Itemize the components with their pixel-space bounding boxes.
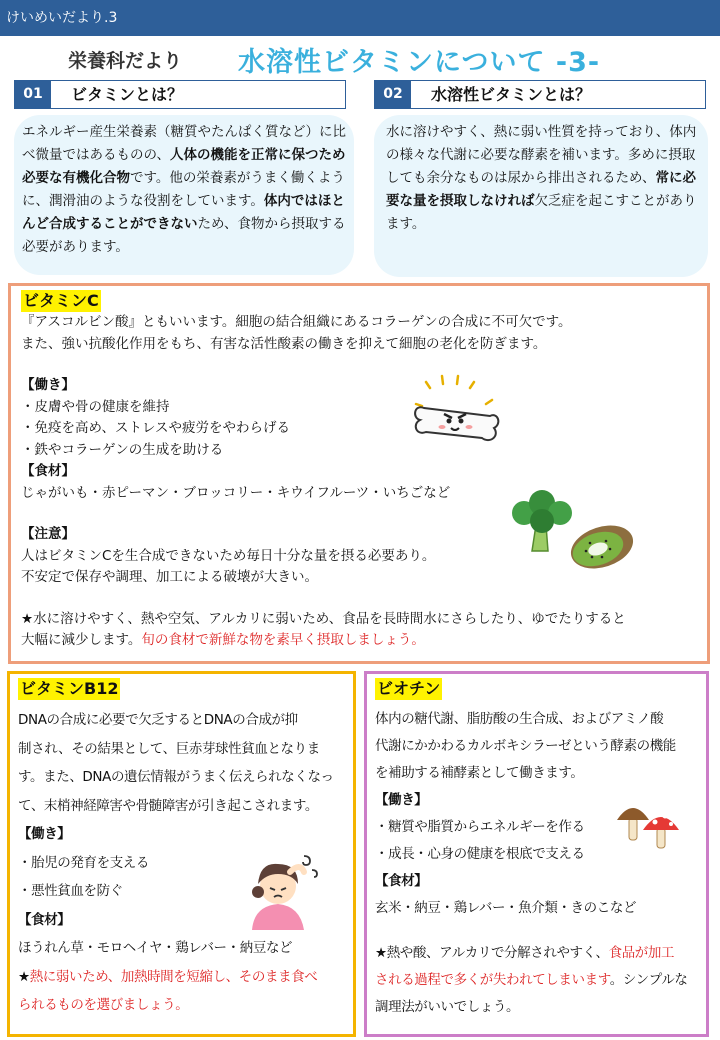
b12-description: 制され、その結果として、巨赤芽球性貧血となりま bbox=[18, 740, 320, 757]
text-part: です。他の栄養素がうまく働くように、潤滑油のような役割をしています。 bbox=[22, 170, 345, 209]
note-line: 人はビタミンCを生合成できないため毎日十分な量を摂る必要あり。 bbox=[21, 547, 436, 564]
work-item: ・免疫を高め、ストレスや疲労をやわらげる bbox=[21, 420, 291, 436]
star-text-red: される過程で多くが失われてしまいます bbox=[375, 972, 610, 988]
work-heading: 【働き】 bbox=[18, 826, 71, 842]
vitamin-b12-box bbox=[7, 671, 356, 1037]
work-item: ・成長・心身の健康を根底で支える bbox=[375, 846, 585, 862]
star-note bbox=[375, 967, 698, 994]
text-part: エネルギー産生栄養素（糖質やたんぱく質など）に比べ微量ではあるものの、 bbox=[22, 124, 346, 163]
section-header-02 bbox=[374, 80, 706, 109]
vitamin-c-title: ビタミンC bbox=[23, 291, 99, 310]
star-note: 調理法がいいでしょう。 bbox=[375, 999, 520, 1015]
text-part-bold: 常に必要な量を摂取しなければ bbox=[386, 170, 696, 209]
vitamin-definition-bubble bbox=[14, 115, 354, 275]
topic-title: 水溶性ビタミンについて -3- bbox=[238, 47, 601, 78]
mushroom-icon bbox=[615, 796, 681, 854]
star-text: 大幅に減少します。 bbox=[21, 632, 142, 648]
header-bar bbox=[0, 0, 720, 36]
food-list: 玄米・納豆・鶏レバー・魚介類・きのこなど bbox=[375, 900, 637, 916]
text-part-bold: 人体の機能を正常に保つため必要な有機化合物 bbox=[22, 147, 346, 186]
biotin-description: 体内の糖代謝、脂肪酸の生合成、およびアミノ酸 bbox=[375, 711, 664, 727]
water-soluble-definition-text bbox=[386, 121, 698, 236]
food-heading: 【食材】 bbox=[21, 463, 75, 479]
vitamin-c-intro: 『アスコルビン酸』ともいいます。細胞の結合組織にあるコラーゲンの合成に不可欠です。 bbox=[21, 314, 572, 330]
dizzy-woman-icon bbox=[242, 850, 322, 930]
star-note bbox=[375, 940, 698, 967]
star-note: られるものを選びましょう。 bbox=[18, 997, 189, 1013]
water-soluble-definition-bubble bbox=[374, 115, 708, 277]
biotin-box bbox=[364, 671, 709, 1037]
work-item: ・鉄やコラーゲンの生成を助ける bbox=[21, 441, 224, 458]
work-item: ・悪性貧血を防ぐ bbox=[18, 883, 123, 899]
star-mark: ★ bbox=[18, 968, 30, 985]
biotin-title: ビオチン bbox=[377, 679, 441, 698]
title-row bbox=[0, 40, 720, 80]
newsletter-title: 栄養科だより bbox=[68, 50, 183, 72]
star-note bbox=[18, 963, 345, 992]
b12-description: DNAの合成に必要で欠乏するとDNAの合成が抑 bbox=[18, 712, 298, 728]
section-number: 01 bbox=[15, 81, 51, 108]
section-number: 02 bbox=[375, 81, 411, 108]
star-text-red: 食品が加工 bbox=[608, 945, 675, 961]
text-part: 欠乏症を起こすことがあります。 bbox=[386, 193, 697, 232]
text-part: 水に溶けやすく、熱に弱い性質を持っており、体内の様々な代謝に必要な酵素を補います。多めに摂取しても余分なものは尿から排出されるため、 bbox=[386, 124, 697, 186]
header-tag: けいめいだより.3 bbox=[6, 10, 118, 26]
vitamin-c-intro: また、強い抗酸化作用をもち、有害な活性酸素の働きを抑えて細胞の老化を防ぎます。 bbox=[21, 335, 547, 352]
vitamin-c-box bbox=[8, 283, 710, 664]
biotin-description: を補助する補酵素として働きます。 bbox=[375, 765, 584, 781]
bone-character-icon bbox=[406, 374, 506, 454]
star-note bbox=[21, 630, 697, 652]
text-part-bold: 体内ではほとんど合成することができない bbox=[22, 193, 345, 232]
work-item: ・糖質や脂質からエネルギーを作る bbox=[375, 819, 585, 835]
section-label: 水溶性ビタミンとは？ bbox=[431, 85, 592, 104]
star-text-red: 旬の食材で新鮮な物を素早く摂取しましょう。 bbox=[141, 632, 425, 648]
star-text: 。シンプルな bbox=[609, 972, 688, 988]
star-text-red: 熱に弱いため、加熱時間を短縮し、そのまま食べ bbox=[29, 968, 318, 985]
b12-description: す。また、DNAの遺伝情報がうまく伝えられなくなっ bbox=[18, 769, 334, 785]
vitamin-definition-text bbox=[22, 121, 346, 259]
food-list: じゃがいも・赤ピーマン・ブロッコリー・キウイフルーツ・いちごなど bbox=[21, 484, 451, 501]
text-part: ため、食物から摂取する必要があります。 bbox=[22, 216, 346, 255]
food-heading: 【食材】 bbox=[18, 911, 71, 928]
kiwi-icon bbox=[566, 521, 636, 571]
food-list: ほうれん草・モロヘイヤ・鶏レバー・納豆など bbox=[18, 940, 293, 956]
note-heading: 【注意】 bbox=[21, 526, 75, 542]
star-text: ★熱や酸、アルカリで分解されやすく、 bbox=[375, 945, 609, 961]
food-heading: 【食材】 bbox=[375, 873, 428, 889]
note-line: 不安定で保存や調理、加工による破壊が大きい。 bbox=[21, 569, 318, 585]
work-item: ・皮膚や骨の健康を維持 bbox=[21, 398, 170, 415]
work-item: ・胎児の発育を支える bbox=[18, 854, 149, 871]
section-label: ビタミンとは？ bbox=[71, 85, 184, 104]
work-heading: 【働き】 bbox=[375, 792, 428, 808]
biotin-description: 代謝にかかわるカルボキシラーゼという酵素の機能 bbox=[375, 738, 676, 754]
work-heading: 【働き】 bbox=[21, 377, 75, 393]
b12-description: て、末梢神経障害や骨髄障害が引き起こされます。 bbox=[18, 797, 318, 814]
vitamin-b12-title: ビタミンB12 bbox=[20, 679, 119, 698]
star-note: ★水に溶けやすく、熱や空気、アルカリに弱いため、食品を長時間水にさらしたり、ゆでたりすると bbox=[21, 610, 626, 627]
section-header-01 bbox=[14, 80, 346, 109]
